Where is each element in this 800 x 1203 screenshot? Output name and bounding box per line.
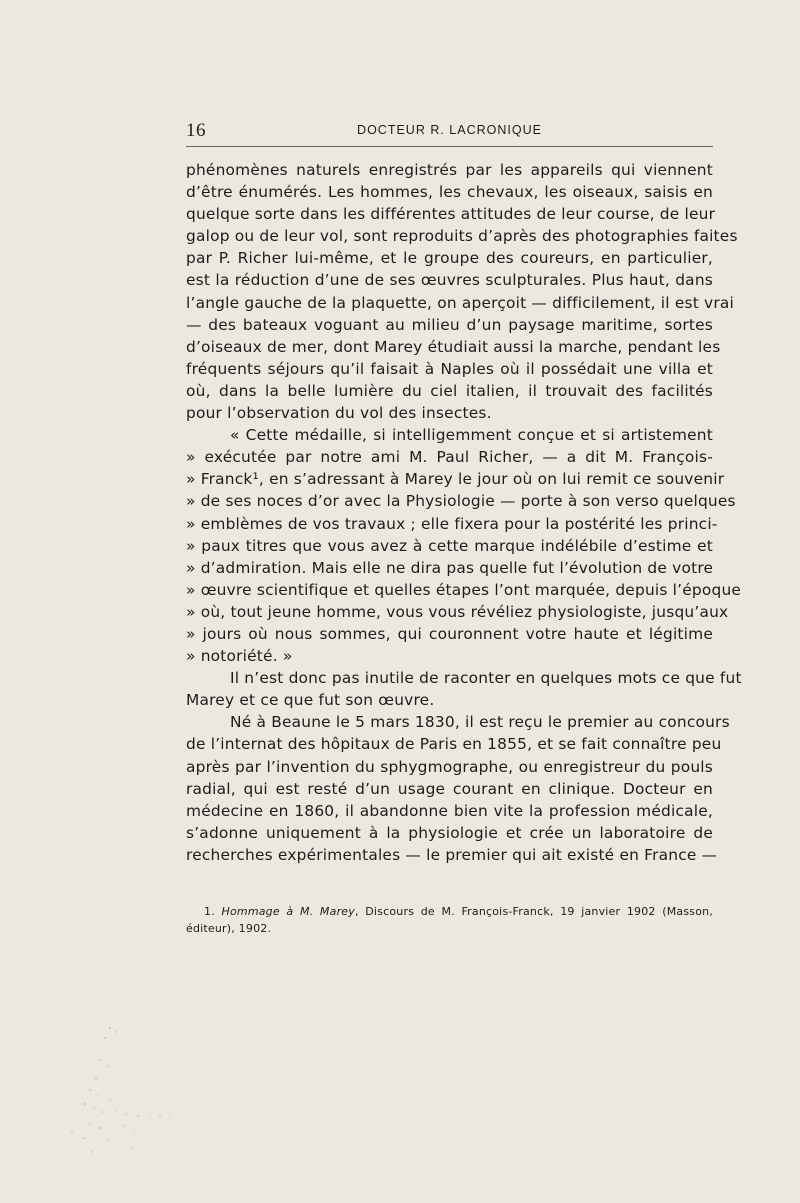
quote-line: » jours où nous sommes, qui couronnent votre haute et légitime [186,624,713,643]
footnote-line: éditeur), 1902. [186,922,272,935]
body-text [186,159,742,866]
quote-line: » de ses noces d’or avec la Physiologie — porte à son verso quelques [186,492,736,511]
text-line: est la réduction d’une de ses œuvres sculpturales. Plus haut, dans [186,271,713,290]
footnote-number: 1. [204,905,222,918]
text-line: quelque sorte dans les différentes attitudes de leur course, de leur [186,205,716,224]
text-line: s’adonne uniquement à la physiologie et crée un laboratoire de [186,823,713,842]
quote-line: » où, tout jeune homme, vous vous révéliez physiologiste, jusqu’aux [186,602,729,621]
quote-line: » emblèmes de vos travaux ; elle fixera pour la postérité les princi- [186,514,718,533]
quote-line: » Franck¹, en s’adressant à Marey le jour où on lui remit ce souvenir [186,470,725,489]
quote-line: » œuvre scientifique et quelles étapes l’ont marquée, depuis l’époque [186,580,742,599]
text-line: médecine en 1860, il abandonne bien vite la profession médicale, [186,801,713,820]
quote-line: » exécutée par notre ami M. Paul Richer, — a dit M. François- [186,448,713,467]
text-line: recherches expérimentales — le premier qui ait existé en France — [186,845,718,864]
text-line: par P. Richer lui-même, et le groupe des coureurs, en particulier, [186,249,713,268]
text-line: — des bateaux voguant au milieu d’un paysage maritime, sortes [186,315,713,334]
page-number: 16 [186,120,206,141]
quote-line: » d’admiration. Mais elle ne dira pas quelle fut l’évolution de votre [186,558,714,577]
footnote-title: Hommage à M. Marey [221,905,355,918]
text-line: d’oiseaux de mer, dont Marey étudiait aussi la marche, pendant les [186,337,721,356]
text-line: Il n’est donc pas inutile de raconter en quelques mots ce que fut [230,669,742,688]
text-line: galop ou de leur vol, sont reproduits d’après des photographies faites [186,227,738,246]
running-head [186,120,713,144]
text-line: Marey et ce que fut son œuvre. [186,691,435,710]
text-line: après par l’invention du sphygmographe, ou enregistreur du pouls [186,757,713,776]
footnote-line [186,903,713,920]
text-line: phénomènes naturels enregistrés par les appareils qui viennent [186,161,713,179]
header-rule [186,146,713,147]
paper-speckle-marks [60,1020,190,1160]
footnote-text: , Discours de M. François-Franck, 19 janvier 1902 (Masson, [354,905,713,918]
text-line: Né à Beaune le 5 mars 1830, il est reçu le premier au concours [230,713,730,732]
text-line: de l’internat des hôpitaux de Paris en 1855, et se fait connaître peu [186,735,722,754]
quote-line: » paux titres que vous avez à cette marque indélébile d’estime et [186,536,713,555]
text-line: l’angle gauche de la plaquette, on aperçoit — difficilement, il est vrai [186,293,734,312]
quote-line: « Cette médaille, si intelligemment conçue et si artistement [230,426,713,445]
footnote [186,903,713,937]
running-title: DOCTEUR R. LACRONIQUE [357,123,542,137]
text-line: d’être énumérés. Les hommes, les chevaux, les oiseaux, saisis en [186,183,713,202]
quote-line: » notoriété. » [186,647,293,666]
text-line: radial, qui est resté d’un usage courant en clinique. Docteur en [186,779,713,798]
text-line: où, dans la belle lumière du ciel italien, il trouvait des facilités [186,381,713,400]
text-line: fréquents séjours qu’il faisait à Naples où il possédait une villa et [186,359,713,378]
text-line: pour l’observation du vol des insectes. [186,404,492,423]
